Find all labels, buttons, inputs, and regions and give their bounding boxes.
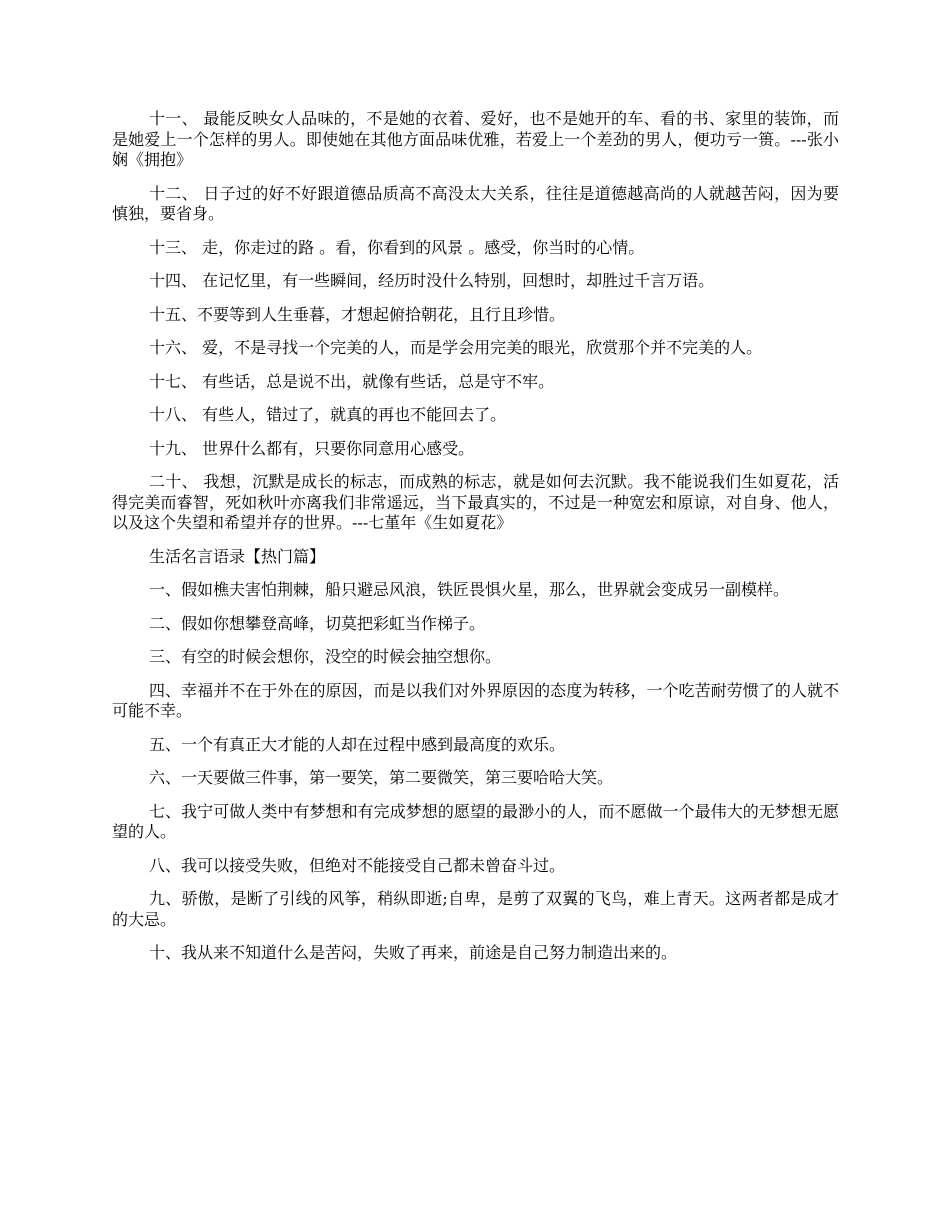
- popular-quote-10: 十、我从来不知道什么是苦闷，失败了再来，前途是自己努力制造出来的。: [149, 943, 678, 962]
- section-heading: 生活名言语录【热门篇】: [149, 546, 326, 566]
- popular-quote-4: 四、幸福并不在于外在的原因，而是以我们对外界原因的态度为转移，一个吃苦耐劳惯了的人就不可能不幸。: [112, 680, 839, 720]
- quote-paragraph-12: 十二、 日子过的好不好跟道德品质高不高没太大关系，往往是道德越高尚的人就越苦闷，因为要慎独，要省身。: [112, 183, 839, 223]
- quote-paragraph-16: 十六、 爱，不是寻找一个完美的人，而是学会用完美的眼光，欣赏那个并不完美的人。: [149, 338, 763, 357]
- popular-quote-3: 三、有空的时候会想你，没空的时候会抽空想你。: [149, 647, 502, 666]
- popular-quote-7: 七、我宁可做人类中有梦想和有完成梦想的愿望的最渺小的人，而不愿做一个最伟大的无梦想无愿望的人。: [112, 801, 839, 841]
- popular-quote-6: 六、一天要做三件事，第一要笑，第二要微笑，第三要哈哈大笑。: [149, 768, 614, 787]
- quote-paragraph-11: 十一、 最能反映女人品味的，不是她的衣着、爱好，也不是她开的车、看的书、家里的装饰，而是她爱上一个怎样的男人。即使她在其他方面品味优雅，若爱上一个差劲的男人，便功亏一篑。---张小娴《拥抱》: [112, 109, 839, 169]
- popular-quote-1: 一、假如樵夫害怕荆棘，船只避忌风浪，铁匠畏惧火星，那么，世界就会变成另一副模样。: [149, 580, 790, 599]
- quote-paragraph-13: 十三、 走，你走过的路 。看，你看到的风景 。感受，你当时的心情。: [149, 237, 645, 257]
- quote-paragraph-17: 十七、 有些话，总是说不出，就像有些话，总是守不牢。: [149, 371, 555, 391]
- quote-paragraph-19: 十九、 世界什么都有，只要你同意用心感受。: [149, 438, 475, 458]
- document-body: [112, 109, 839, 977]
- popular-quote-2: 二、假如你想攀登高峰，切莫把彩虹当作梯子。: [149, 613, 486, 633]
- popular-quote-5: 五、一个有真正大才能的人却在过程中感到最高度的欢乐。: [149, 734, 566, 754]
- quote-paragraph-20: 二十、 我想，沉默是成长的标志，而成熟的标志，就是如何去沉默。我不能说我们生如夏花，活得完美而睿智，死如秋叶亦离我们非常遥远，当下最真实的，不过是一种宽宏和原谅，对自身、他人，以及这个失望和希望并存的世界。---七堇年《生如夏花》: [112, 472, 839, 532]
- popular-quote-8: 八、我可以接受失败，但绝对不能接受自己都未曾奋斗过。: [149, 855, 566, 875]
- quote-paragraph-18: 十八、 有些人，错过了，就真的再也不能回去了。: [149, 405, 507, 424]
- quote-paragraph-15: 十五、不要等到人生垂暮，才想起俯拾朝花，且行且珍惜。: [149, 304, 566, 324]
- quote-paragraph-14: 十四、 在记忆里，有一些瞬间，经历时没什么特别，回想时，却胜过千言万语。: [149, 271, 715, 290]
- popular-quote-9: 九、骄傲，是断了引线的风筝，稍纵即逝;自卑，是剪了双翼的飞鸟，难上青天。这两者都是成才的大忌。: [112, 889, 839, 929]
